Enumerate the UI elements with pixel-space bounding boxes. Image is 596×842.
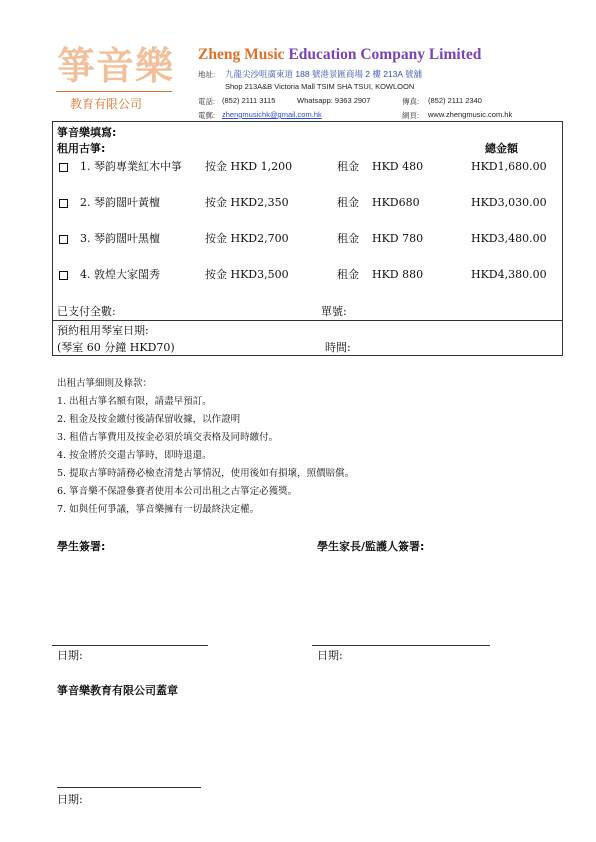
item-4-deposit: 按金 HKD3,500 xyxy=(205,268,289,281)
logo-divider xyxy=(56,91,172,92)
item-1-deposit: 按金 HKD 1,200 xyxy=(205,160,293,173)
item-1-rent: HKD 480 xyxy=(372,160,424,173)
item-1-rent-label: 租金 xyxy=(337,160,359,173)
fax-label: 傳真: xyxy=(402,97,420,106)
item-3-name: 3. 琴韵闊叶黑檀 xyxy=(80,232,160,245)
email-label: 電郵: xyxy=(198,111,216,120)
student-date-label: 日期: xyxy=(57,649,83,662)
address-label: 地址: xyxy=(198,70,216,79)
terms-title: 出租古箏細則及條款： xyxy=(57,378,153,389)
company-date-label: 日期: xyxy=(57,793,83,806)
checkbox-item-1[interactable] xyxy=(59,163,68,172)
phone-number: (852) 2111 3115 xyxy=(222,96,276,105)
item-4-name: 4. 敦煌大家閨秀 xyxy=(80,268,160,281)
company-name-part1: Zheng Music xyxy=(198,46,289,63)
item-3-rent-label: 租金 xyxy=(337,232,359,245)
checkbox-item-3[interactable] xyxy=(59,235,68,244)
web-label: 網頁: xyxy=(402,111,420,120)
item-4-total: HKD4,380.00 xyxy=(471,268,547,281)
total-header: 總金額 xyxy=(485,142,518,155)
parent-signature-line[interactable] xyxy=(312,645,490,646)
term-item-2: 2. 租金及按金繳付後請保留收據，以作證明 xyxy=(57,414,241,425)
item-2-deposit: 按金 HKD2,350 xyxy=(205,196,289,209)
item-2-total: HKD3,030.00 xyxy=(471,196,547,209)
item-2-name: 2. 琴韵闊叶黃檀 xyxy=(80,196,160,209)
logo-subtitle: 教育有限公司 xyxy=(70,97,143,111)
item-2-rent-label: 租金 xyxy=(337,196,359,209)
item-4-rent: HKD 880 xyxy=(372,268,424,281)
item-2-rent: HKD680 xyxy=(372,196,420,209)
room-price-label: (琴室 60 分鐘 HKD70) xyxy=(57,341,175,354)
student-signature-line[interactable] xyxy=(52,645,208,646)
term-item-7: 7. 如與任何爭議，箏音樂擁有一切最終決定權。 xyxy=(57,504,260,515)
booking-date-label: 預約租用琴室日期: xyxy=(57,324,149,337)
term-item-4: 4. 按金將於交還古箏時，即時退還。 xyxy=(57,450,212,461)
item-4-rent-label: 租金 xyxy=(337,268,359,281)
company-signature-line[interactable] xyxy=(57,787,201,788)
company-name-part2: Education Company Limited xyxy=(288,46,482,63)
paid-label: 已支付全數: xyxy=(57,305,116,318)
fax-number: (852) 2111 2340 xyxy=(428,96,482,105)
item-3-deposit: 按金 HKD2,700 xyxy=(205,232,289,245)
item-3-rent: HKD 780 xyxy=(372,232,424,245)
form-section-title: 箏音樂填寫: xyxy=(57,126,117,139)
parent-signature-label: 學生家長/監護人簽署: xyxy=(317,540,425,553)
email-link[interactable]: zhengmusichk@gmail.com.hk xyxy=(222,110,322,119)
receipt-label: 單號: xyxy=(321,305,347,318)
checkbox-item-4[interactable] xyxy=(59,271,68,280)
term-item-5: 5. 提取古箏時請務必檢查清楚古箏情況，使用後如有損壞，照價賠償。 xyxy=(57,468,355,479)
item-1-name: 1. 琴韵專業紅木中箏 xyxy=(80,160,182,173)
rental-form xyxy=(52,121,563,356)
term-item-6: 6. 箏音樂不保證參賽者使用本公司出租之古箏定必獲獎。 xyxy=(57,486,298,497)
term-item-3: 3. 租借古箏費用及按金必須於填交表格及同時繳付。 xyxy=(57,432,279,443)
website-link[interactable]: www.zhengmusic.com.hk xyxy=(428,110,513,119)
logo-chinese: 箏音樂 xyxy=(57,44,175,88)
phone-label: 電話: xyxy=(198,97,216,106)
parent-date-label: 日期: xyxy=(317,649,343,662)
student-signature-label: 學生簽署: xyxy=(57,540,106,553)
time-label: 時間: xyxy=(325,341,351,354)
rent-title: 租用古箏: xyxy=(57,142,106,155)
address-chinese: 九龍尖沙咀廣東道 188 號港景匯商場 2 樓 213A 號舖 xyxy=(225,69,422,79)
company-stamp-label: 箏音樂教育有限公司蓋章 xyxy=(57,684,178,697)
form-divider xyxy=(53,320,562,321)
item-1-total: HKD1,680.00 xyxy=(471,160,547,173)
address-english: Shop 213A&B Victoria Mall TSIM SHA TSUI, KOWLOON xyxy=(225,82,415,91)
company-name xyxy=(198,46,481,64)
term-item-1: 1. 出租古箏名額有限，請盡早預訂。 xyxy=(57,396,212,407)
item-3-total: HKD3,480.00 xyxy=(471,232,547,245)
whatsapp-number: Whatsapp: 9363 2907 xyxy=(297,96,371,105)
checkbox-item-2[interactable] xyxy=(59,199,68,208)
